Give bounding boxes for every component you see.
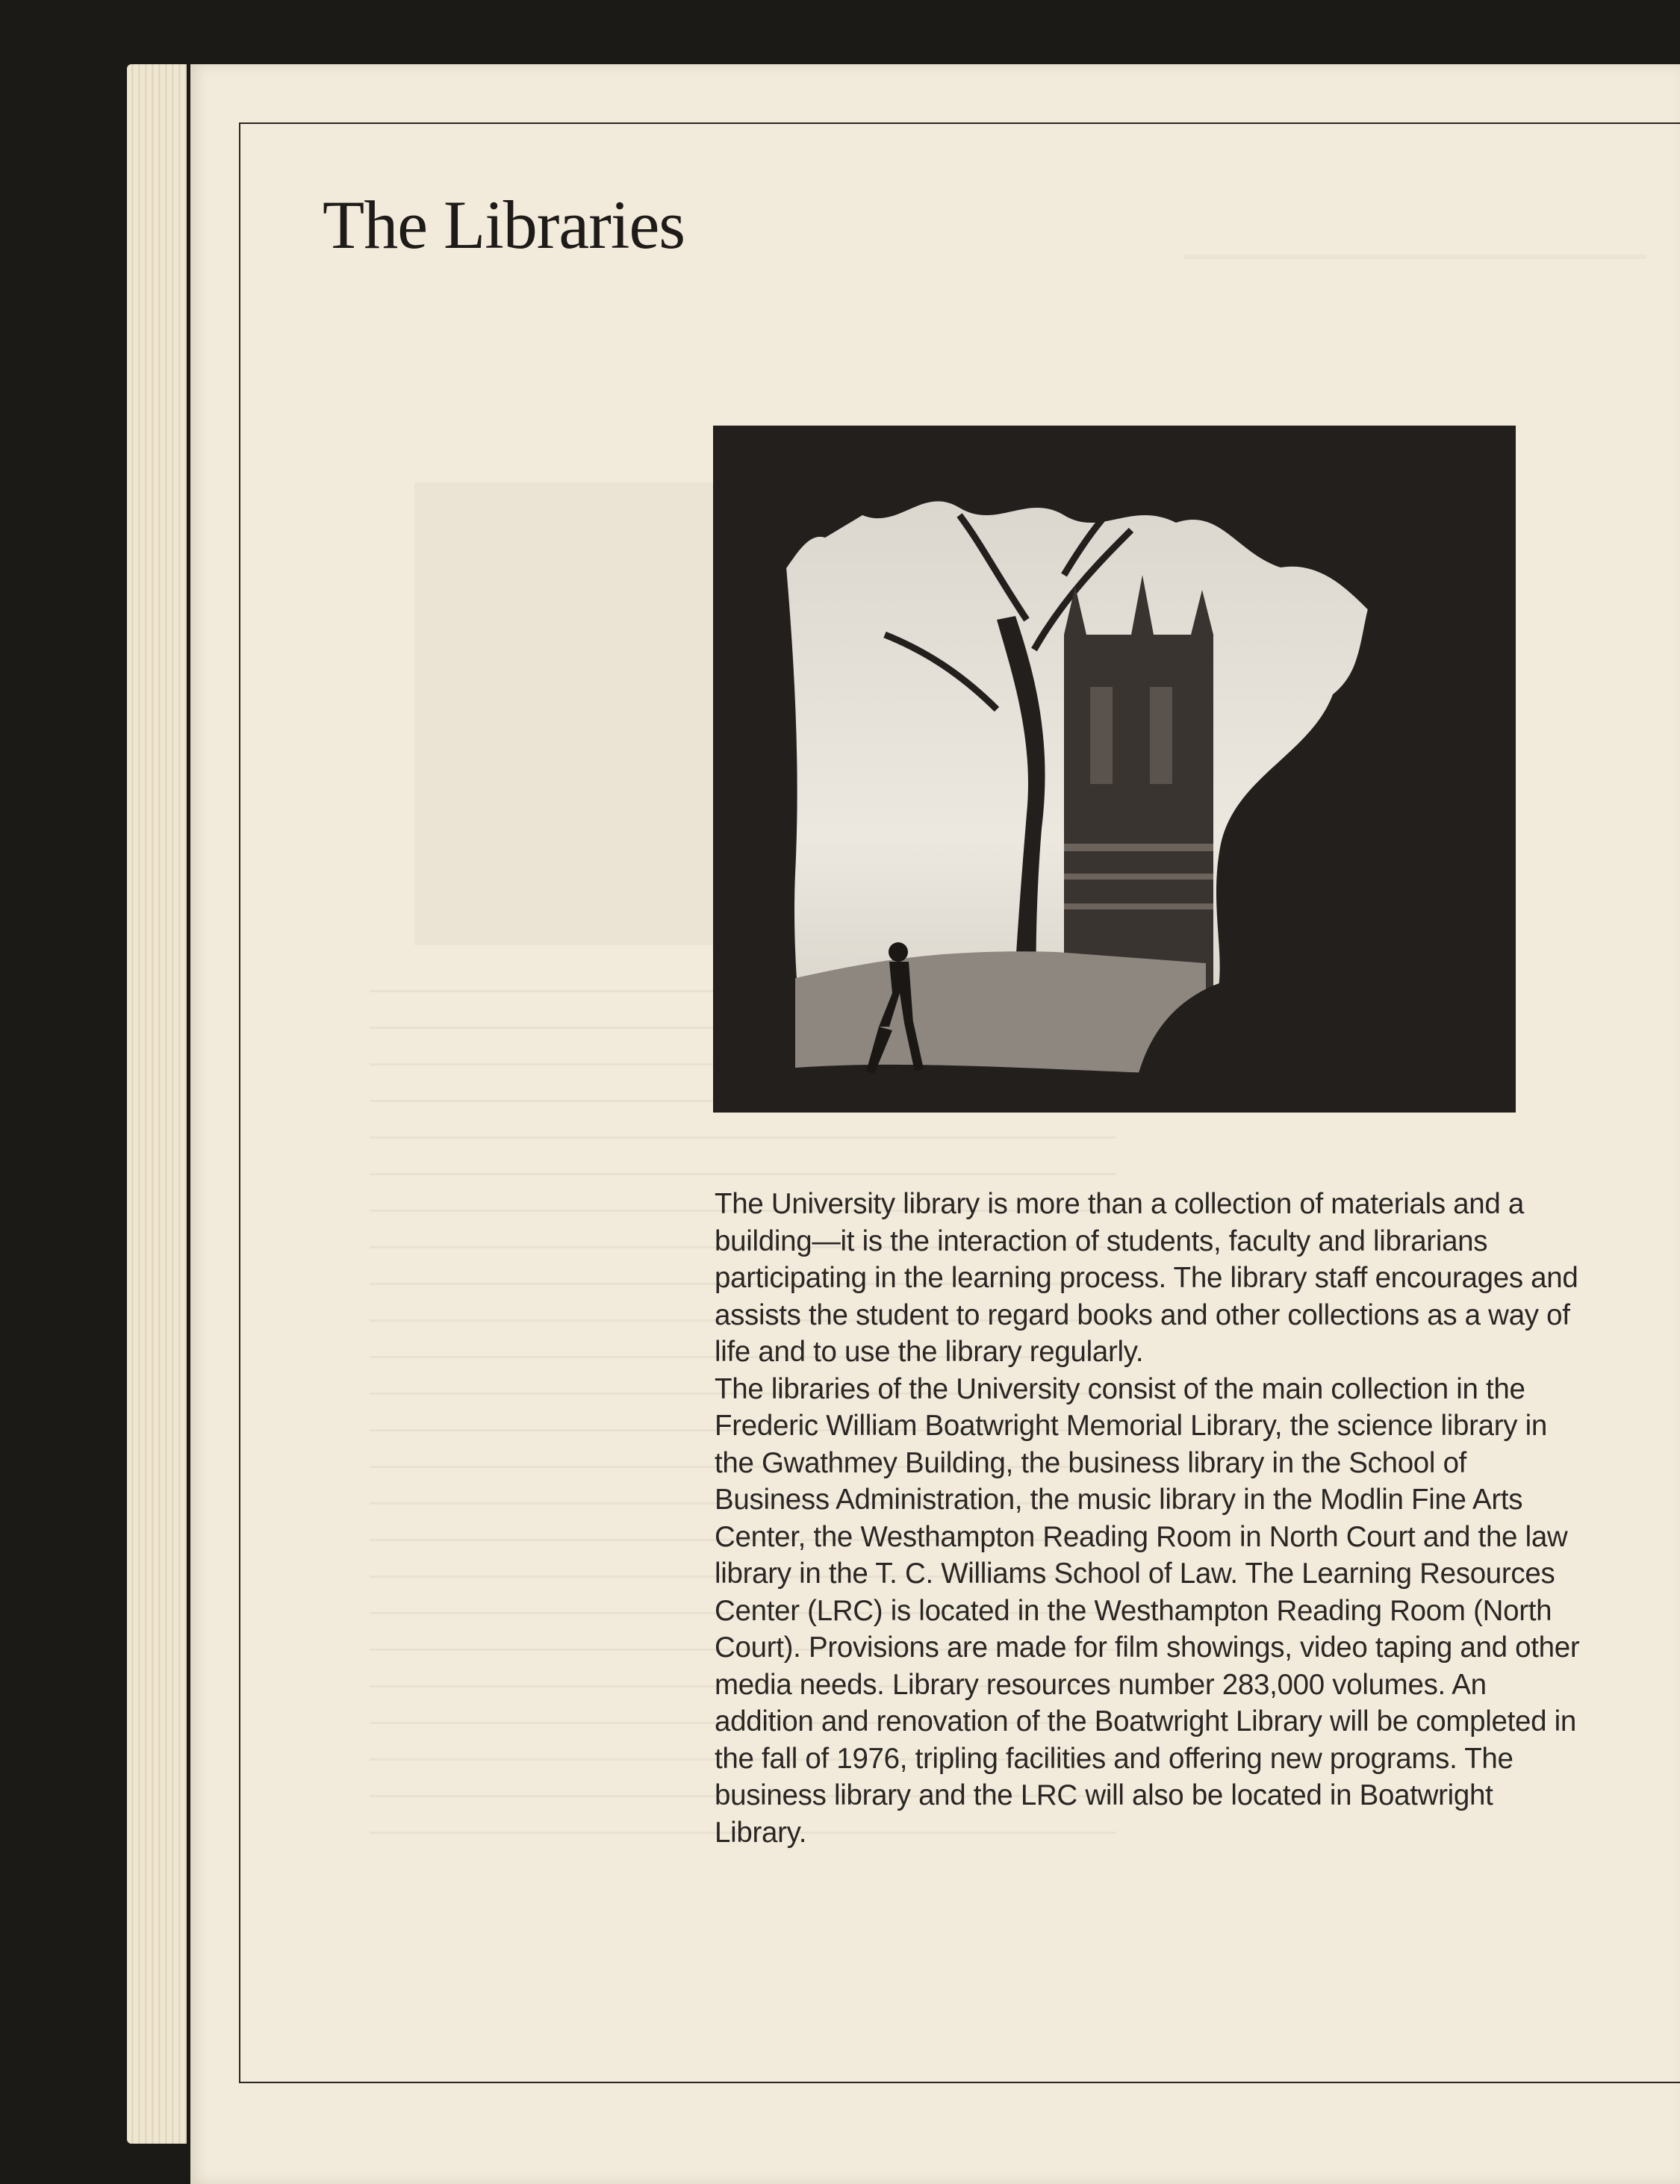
paragraph-library-locations: The libraries of the University consist of the main collection in the Frederic William Boatwright Memorial Library, the science library in the Gwathmey Building, the business library in the School of Business Administration, the music library in the Modlin Fine Arts Center, the Westhampton Reading Room in North Court and the law library in the T. C. Williams School of Law. The Learning Resources Center (LRC) is located in the Westhampton Reading Room (North Court). Provisions are made for film showings, video taping and other media needs. Library resources number 283,000 volumes. An addition and renovation of the Boatwright Library will be completed in the fall of 1976, tripling facilities and offering new programs. The business library and the LRC will also be located in Boatwright Library.: [715, 1372, 1580, 1849]
page-stack-edges: [127, 64, 187, 2144]
paragraph-library-purpose: The University library is more than a collection of materials and a building—it is the interaction of students, faculty and librarians participating in the learning process. The library staff encourages and assists the student to regard books and other collections as a way of life and to use the library regularly.: [715, 1188, 1578, 1368]
article-body: [715, 1186, 1584, 1851]
library-photo: [713, 426, 1516, 1113]
page-title: The Libraries: [323, 187, 685, 263]
photo-scene: [713, 426, 1516, 1113]
